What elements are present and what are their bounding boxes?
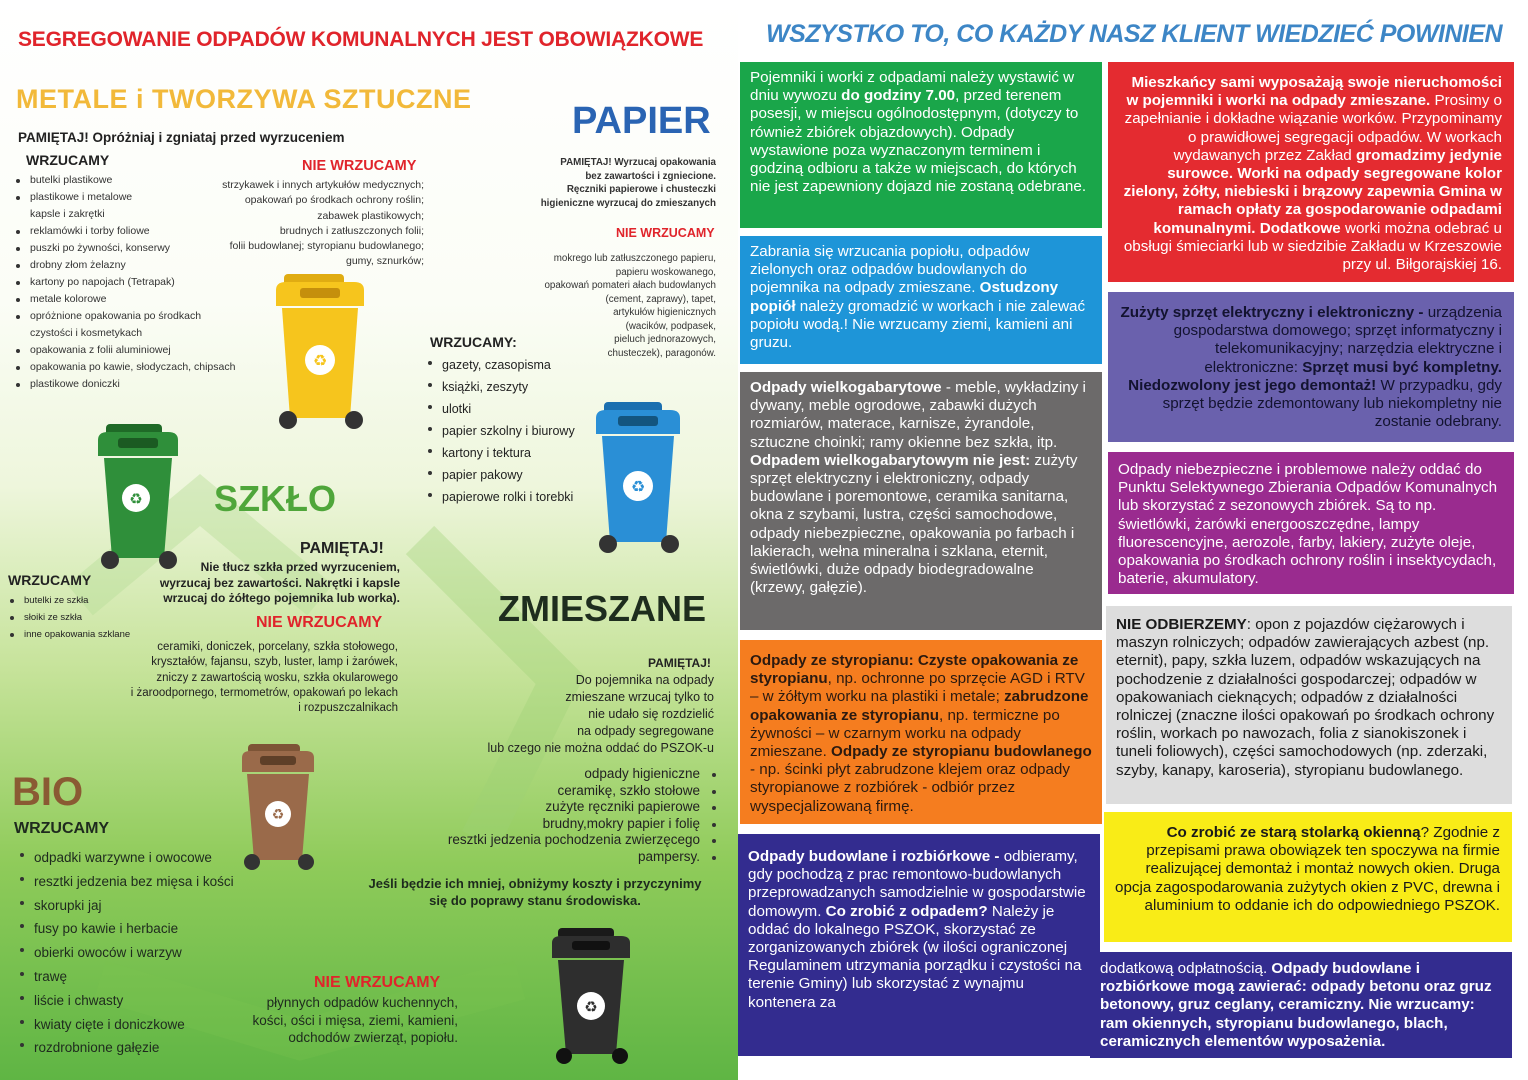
- blue-info-box: [740, 236, 1102, 364]
- list-item: plastikowe i metalowe: [16, 189, 256, 206]
- box-text: Odpady niebezpieczne i problemowe należy oddać do Punktu Selektywnego Zbierania Odpadów Komunalnych lub skorzystać z sezonowych zbiórek. Są to np. świetlówki, żarówki energooszczędne, lampy fluorescencyjne, aerozole, farby, lakiery, zużyte oleje, opakowania po środkach ochrony roślin i insektycydach, baterie, akumulatory.: [1118, 461, 1498, 588]
- box-bold-text: Odpady budowlane i rozbiórkowe -: [748, 848, 1000, 865]
- box-text: : opon z pojazdów ciężarowych i maszyn rolniczych; odpadów zawierających azbest (np. eternit), papy, szkła luzem, odpadów wskazujących na pochodzenie z działalności gospodarczej; odpadów w opakowaniach cieknących; odpadów z działalności rolniczej (znaczne ilości opakowań po środkach ochrony roślin, workach po nawozach, folia z sianokiszonek i tuneli foliowych), części samochodowych (np. zderzaki, szyby, kanapy, karoseria), styropianu budowlanego.: [1116, 616, 1495, 779]
- szklo-yes-label: WRZUCAMY: [8, 572, 92, 588]
- box-bold-text: Sprzęt musi być kompletny. Niedozwolony jest jego demontaż!: [1128, 358, 1502, 394]
- box-bold-text: do godziny 7.00: [841, 87, 956, 105]
- list-item: zniczy z zawartością wosku, szkła okularowego: [156, 671, 398, 684]
- list-item: ceramiki, doniczek, porcelany, szkła stołowego,: [157, 641, 398, 653]
- green-info-box: [740, 62, 1102, 228]
- list-item: (wacików, podpasek,: [625, 320, 716, 332]
- list-item: strzykawek i innych artykułów medycznych;: [222, 179, 424, 191]
- box-text: zużyty sprzęt elektryczny i elektroniczny, odpady budowlane i poremontowe, ceramika sanitarna, okna z szybami, lustra, części samochodowe, odpady niebezpieczne, opakowania po farbach i lakierach, wełna mineralna i szklana, eternit, świetlówki, duże odpady biodegradowalne (krzewy, gałęzie).: [750, 451, 1078, 597]
- zmieszane-title: ZMIESZANE: [498, 588, 707, 629]
- svg-text:♻: ♻: [129, 490, 143, 508]
- list-item: papierowe rolki i torebki: [428, 486, 628, 508]
- reminder-line: PAMIĘTAJ! Wyrzucaj opakowania: [560, 157, 716, 168]
- list-item: rozdrobnione gałęzie: [20, 1036, 260, 1060]
- box-text: urządzenia gospodarstwa domowego; sprzęt informatyczny i telekomunikacyjny; narzędzia elektryczne i elektroniczne:: [1173, 304, 1502, 376]
- box-text: - np. ścinki płyt zabrudzone klejem oraz odpady styropianowe z rozbiórek - odbiór przez wyspecjalizowaną firmę.: [750, 761, 1070, 815]
- list-item: brudny,mokry papier i folię: [400, 816, 716, 833]
- szklo-no-list: [100, 640, 398, 716]
- svg-text:♻: ♻: [630, 477, 646, 496]
- list-item: pampersy.: [400, 849, 716, 866]
- box-text: Prosimy o zapełnianie i dokładne wiązanie worków. Przypominamy o prawidłowej segregacji odpadów. W workach wydawanych przez Zakład: [1124, 92, 1502, 164]
- box-text: W przypadku, gdy sprzęt będzie zdemontowany lub niekompletny nie zostanie odebrany.: [1162, 376, 1502, 431]
- bio-no-label: NIE WRZUCAMY: [314, 974, 441, 991]
- list-item: opakowania z folii aluminiowej: [16, 342, 256, 359]
- list-item: papier pakowy: [428, 464, 628, 486]
- list-item: puszki po żywności, konserwy: [16, 240, 256, 257]
- box-bold-text: NIE ODBIERZEMY: [1116, 616, 1247, 633]
- papier-reminder: [480, 156, 716, 210]
- list-item: ulotki: [428, 398, 628, 420]
- list-item: opróżnione opakowania po środkach: [16, 308, 256, 325]
- reminder-line: wyrzucaj bez zawartości. Nakrętki i kapsle: [159, 575, 400, 590]
- box-bold-text: Co zrobić z odpadem?: [825, 902, 988, 920]
- purple-info-box: [1108, 452, 1514, 594]
- box-bold-text: Odpady ze styropianu budowlanego: [831, 743, 1092, 761]
- zmieszane-reminder: [460, 672, 714, 757]
- list-item: i rozpuszczalnikach: [298, 702, 398, 715]
- box-bold-text: Ostudzony popiół: [750, 279, 1059, 315]
- list-item: kapsle i zakrętki: [30, 208, 105, 220]
- footer-line: Jeśli będzie ich mniej, obniżymy koszty i przyczynimy: [368, 876, 702, 891]
- lightgray-info-box: [1106, 606, 1512, 804]
- reminder-line: higieniczne wyrzucaj do zmieszanych: [540, 197, 716, 209]
- szklo-yes-list: [10, 592, 170, 643]
- metale-title: METALE i TWORZYWA SZTUCZNE: [16, 84, 472, 114]
- list-item: papieru woskowanego,: [615, 266, 716, 278]
- szklo-reminder-title: PAMIĘTAJ!: [300, 540, 384, 557]
- list-item: drobny złom żelazny: [16, 257, 256, 274]
- box-bold-text: Odpady wielkogabarytowe: [750, 379, 942, 396]
- box-text: należy gromadzić w workach i nie zalewać popiołu wodą.! Nie wrzucamy ziemi, kamieni ani gruzu.: [750, 297, 1086, 352]
- reminder-line: zmieszane wrzucaj tylko to: [565, 690, 714, 704]
- list-item: kartony i tektura: [428, 442, 628, 464]
- yellow-info-box: [1104, 812, 1512, 942]
- list-item: (cement, zaprawy), tapet,: [605, 293, 716, 305]
- orange-info-box: [740, 640, 1102, 824]
- navy-info-box-2: [1090, 952, 1512, 1058]
- list-item: kryształów, fajansu, szyb, luster, lamp i żarówek,: [151, 656, 398, 669]
- szklo-title: SZKŁO: [214, 478, 336, 519]
- list-item: papier szkolny i biurowy: [428, 420, 628, 442]
- box-bold-text: Odpady budowlane i rozbiórkowe mogą zawierać: odpady betonu oraz gruz betonowy, gruz ceglany, ceramiczny. Nie wrzucamy: ram okiennych, styropianu budowlanego, blach, ceramicznych elementów wyposażenia.: [1100, 960, 1492, 1050]
- metale-yes-label: WRZUCAMY: [26, 152, 110, 168]
- szklo-no-label: NIE WRZUCAMY: [256, 614, 383, 631]
- reminder-line: na odpady segregowane: [577, 724, 714, 738]
- navy-info-box-1: [738, 834, 1100, 1056]
- box-bold-text: Odpady ze styropianu: Czyste opakowania ze styropianu: [750, 652, 1079, 688]
- list-item: mokrego lub zatłuszczonego papieru,: [553, 253, 716, 264]
- reminder-line: nie udało się rozdzielić: [588, 707, 714, 721]
- box-text: dodatkową odpłatnością.: [1100, 960, 1272, 977]
- green-bin-icon: [92, 422, 184, 572]
- list-item: fusy po kawie i herbacie: [20, 917, 260, 941]
- yellow-bin-icon: [270, 272, 370, 432]
- list-item: trawę: [20, 965, 260, 989]
- box-text: odbieramy, gdy pochodzą z prac remontowo-budowlanych przeprowadzanych samodzielnie w gospodarstwie domowym.: [748, 848, 1086, 920]
- blue-bin-icon: [590, 400, 686, 556]
- box-bold-text: Zużyty sprzęt elektryczny i elektroniczny -: [1120, 304, 1424, 321]
- svg-text:♻: ♻: [312, 351, 328, 370]
- metale-no-list: [190, 178, 424, 270]
- box-text: Należy je oddać do lokalnego PSZOK, skorzystać ze zorganizowanych zbiórek (w ilości ograniczonej Regulaminem utrzymania porządku i czystości na terenie Gminy) lub skorzystać z wynajmu kontenera za: [748, 902, 1082, 1011]
- box-bold-text: Mieszkańcy sami wyposażają swoje nieruchomości w pojemniki i worki na odpady zmieszane.: [1126, 74, 1502, 110]
- list-item: artykułów higienicznych: [613, 307, 716, 318]
- left-panel: [0, 0, 738, 1080]
- list-item: metale kolorowe: [16, 291, 256, 308]
- box-text: , przed terenem posesji, w miejscu ogólnodostępnym, (dotyczy to również zbiórek objazdowych). Odpady wystawione poza wyznaczonym terminem i godziną odbioru a także w miejscach, do których nie jest zapewniony dojazd nie zostaną odebrane.: [750, 87, 1087, 196]
- box-text: - meble, wykładziny i dywany, meble ogrodowe, zabawki dużych rozmiarów, materace, karnisze, żyrandole, sztuczne choinki; ramy okienne bez szkła, itp.: [750, 379, 1086, 451]
- box-bold-text: Co zrobić ze starą stolarką okienną: [1166, 824, 1421, 841]
- box-text: worki można odebrać u obsługi śmieciarki lub w siedzibie Zakładu w Krzeszowie przy ul. Biłgorajskiej 16.: [1123, 219, 1502, 274]
- reminder-line: Do pojemnika na odpady: [575, 673, 714, 687]
- red-info-box: [1108, 62, 1514, 282]
- reminder-line: Nie tłucz szkła przed wyrzuceniem,: [200, 560, 400, 574]
- list-item: odpady higieniczne: [400, 766, 716, 783]
- list-item: kości, ości i mięsa, ziemi, kamieni,: [252, 1012, 458, 1028]
- zmieszane-footer: [340, 876, 730, 909]
- right-title: WSZYSTKO TO, CO KAŻDY NASZ KLIENT WIEDZIEĆ POWINIEN: [766, 20, 1503, 48]
- reminder-line: bez zawartości i zgniecione.: [585, 170, 716, 182]
- list-item: inne opakowania szklane: [10, 626, 170, 643]
- list-item: resztki jedzenia pochodzenia zwierzęcego: [400, 832, 716, 849]
- box-text: Pojemniki i worki z odpadami należy wystawić w dniu wywozu: [750, 69, 1075, 105]
- metale-no-label: NIE WRZUCAMY: [302, 158, 417, 174]
- list-item: i żaroodpornego, termometrów, opakowań po lekach: [130, 686, 398, 699]
- list-item: zabawek plastikowych;: [317, 209, 424, 222]
- gray-info-box: [740, 372, 1102, 630]
- list-item: odchodów zwierząt, popiołu.: [288, 1030, 458, 1045]
- svg-text:♻: ♻: [584, 998, 598, 1016]
- list-item: butelki ze szkła: [10, 592, 170, 609]
- reminder-line: Ręczniki papierowe i chusteczki: [566, 184, 716, 195]
- papier-yes-label: WRZUCAMY:: [430, 334, 517, 350]
- lavender-info-box: [1108, 292, 1514, 442]
- list-item: ceramikę, szkło stołowe: [400, 783, 716, 800]
- list-item: książki, zeszyty: [428, 376, 628, 398]
- bio-title: BIO: [12, 770, 84, 814]
- list-item: resztki jedzenia bez mięsa i kości: [20, 870, 260, 894]
- list-item: butelki plastikowe: [16, 172, 256, 189]
- svg-text:♻: ♻: [271, 807, 285, 823]
- box-text: Zabrania się wrzucania popiołu, odpadów zielonych oraz odpadów budowlanych do pojemnika na odpady zmieszane.: [750, 243, 1030, 297]
- reminder-line: wrzucaj do żółtego pojemnika lub worka).: [163, 591, 400, 605]
- list-item: plastikowe doniczki: [16, 376, 256, 393]
- list-item: opakowania po kawie, słodyczach, chipsach: [16, 359, 256, 376]
- list-item: opakowań pomateri ałach budowlanych: [544, 280, 716, 291]
- list-item: skorupki jaj: [20, 894, 260, 918]
- list-item: brudnych i zatłuszczonych folii;: [279, 224, 424, 237]
- list-item: obierki owoców i warzyw: [20, 941, 260, 965]
- zmieszane-list: [400, 766, 716, 865]
- box-bold-text: gromadzimy jedynie surowce. Worki na odpady segregowane kolor zielony, żółty, niebieski i brązowy zapewnia Gmina w ramach opłaty za gospodarowanie odpadami komunalnymi. Dodatkowe: [1123, 146, 1502, 237]
- papier-no-list: [500, 252, 716, 360]
- footer-line: się do poprawy stanu środowiska.: [429, 892, 641, 908]
- list-item: gazety, czasopisma: [428, 354, 628, 376]
- bio-no-list: [210, 994, 458, 1047]
- list-item: kwiaty cięte i doniczkowe: [20, 1013, 260, 1037]
- papier-title: PAPIER: [572, 100, 711, 142]
- list-item: odpadki warzywne i owocowe: [20, 846, 260, 870]
- metale-reminder: PAMIĘTAJ! Opróżniaj i zgniataj przed wyrzuceniem: [18, 130, 345, 145]
- list-item: pieluch jednorazowych,: [614, 334, 716, 345]
- list-item: czystości i kosmetykach: [30, 327, 143, 339]
- reminder-line: lub czego nie można oddać do PSZOK-u: [487, 741, 714, 755]
- list-item: słoiki ze szkła: [10, 609, 170, 626]
- box-bold-text: zabrudzone opakowania ze styropianu: [750, 688, 1089, 724]
- list-item: gumy, sznurków;: [346, 255, 424, 268]
- box-text: , np. termiczne po żywności – w czarnym worku na odpady zmieszane.: [750, 706, 1060, 761]
- bio-yes-label: WRZUCAMY: [14, 820, 110, 837]
- list-item: zużyte ręczniki papierowe: [400, 799, 716, 816]
- list-item: kartony po napojach (Tetrapak): [16, 274, 256, 291]
- black-bin-icon: [546, 926, 636, 1066]
- box-bold-text: Odpadem wielkogabarytowym nie jest:: [750, 451, 1031, 469]
- zmieszane-reminder-title: PAMIĘTAJ!: [648, 656, 711, 670]
- box-text: , np. ochronne po sprzęcie AGD i RTV – w żółtym worku na plastiki i metale;: [750, 670, 1085, 706]
- papier-no-label: NIE WRZUCAMY: [616, 226, 715, 240]
- list-item: płynnych odpadów kuchennych,: [266, 995, 458, 1010]
- list-item: opakowań po środkach ochrony roślin;: [244, 194, 424, 207]
- main-title: SEGREGOWANIE ODPADÓW KOMUNALNYCH JEST OBOWIĄZKOWE: [18, 28, 704, 51]
- list-item: chusteczek), paragonów.: [607, 347, 716, 359]
- list-item: reklamówki i torby foliowe: [16, 223, 256, 240]
- box-text: ? Zgodnie z przepisami prawa obowiązek ten spoczywa na firmie realizującej demontaż i montaż nowych okien. Druga opcja zagospodarowania zużytych okien z PVC, drewna i aluminium to oddanie ich do odpowiedniego PSZOK.: [1115, 824, 1500, 914]
- list-item: liście i chwasty: [20, 989, 260, 1013]
- list-item: folii budowlanej; styropianu budowlanego;: [229, 240, 424, 253]
